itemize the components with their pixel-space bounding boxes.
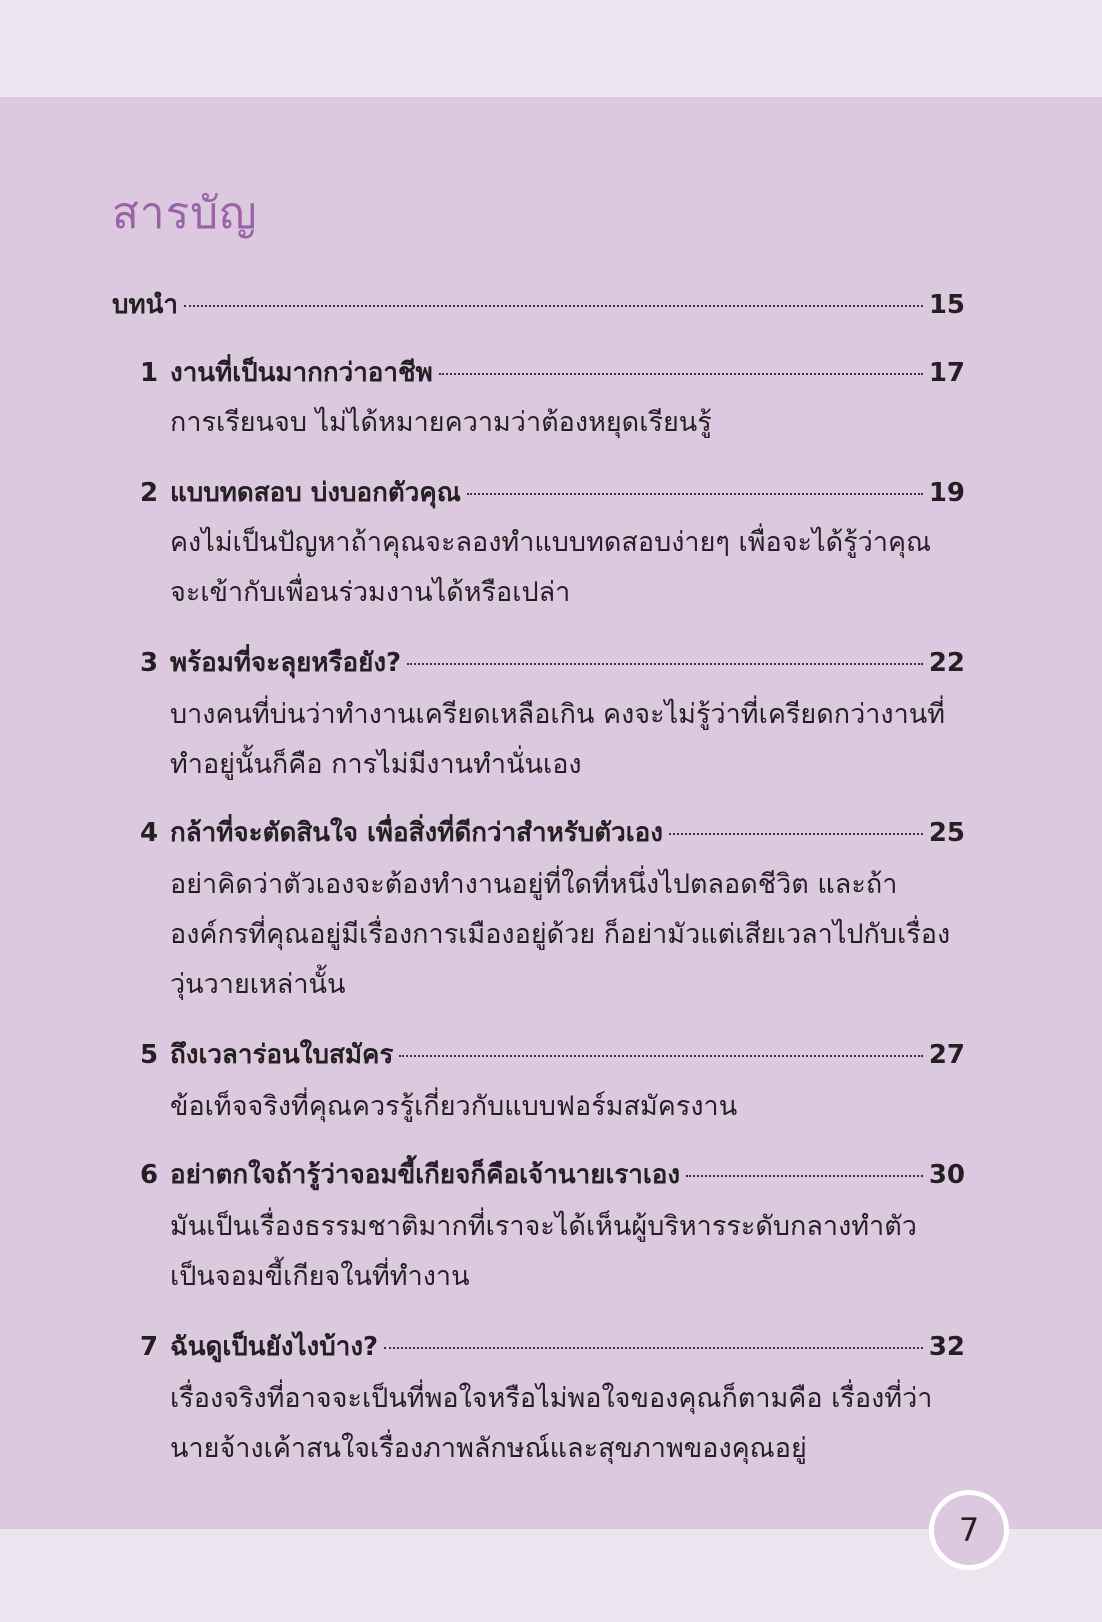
- chapter-page: 27: [928, 1040, 965, 1070]
- dot-leader: [184, 305, 923, 307]
- toc-entry-chapter-3[interactable]: [140, 646, 965, 680]
- dot-leader: [439, 373, 923, 375]
- chapter-description: อย่าคิดว่าตัวเองจะต้องทำงานอยู่ที่ใดที่หนึ่งไปตลอดชีวิต และถ้าองค์กรที่คุณอยู่มีเรื่องการเมืองอยู่ด้วย ก็อย่ามัวแต่เสียเวลาไปกับเรื่องวุ่นวายเหล่านั้น: [170, 869, 951, 1000]
- chapter-page: 32: [928, 1332, 965, 1362]
- chapter-description: เรื่องจริงที่อาจจะเป็นที่พอใจหรือไม่พอใจของคุณก็ตามคือ เรื่องที่ว่านายจ้างเค้าสนใจเรื่องภาพลักษณ์และสุขภาพของคุณอยู่: [170, 1383, 933, 1464]
- toc-entry-title: บทนำ: [112, 290, 179, 320]
- toc-entry-chapter-2[interactable]: [140, 476, 965, 510]
- dot-leader: [407, 663, 923, 665]
- chapter-number: 2: [140, 478, 159, 508]
- chapter-description: มันเป็นเรื่องธรรมชาติมากที่เราจะได้เห็นผู้บริหารระดับกลางทำตัวเป็นจอมขี้เกียจในที่ทำงาน: [170, 1211, 917, 1292]
- chapter-number: 7: [140, 1332, 159, 1362]
- chapter-title: กล้าที่จะตัดสินใจ เพื่อสิ่งที่ดีกว่าสำหรับตัวเอง: [170, 818, 663, 848]
- chapter-description: การเรียนจบ ไม่ได้หมายความว่าต้องหยุดเรียนรู้: [170, 407, 712, 438]
- page-number-badge: [929, 1490, 1009, 1570]
- chapter-description: คงไม่เป็นปัญหาถ้าคุณจะลองทำแบบทดสอบง่ายๆ เพื่อจะได้รู้ว่าคุณจะเข้ากับเพื่อนร่วมงานได้หรือเปล่า: [170, 527, 932, 608]
- toc-entry-chapter-1[interactable]: [140, 356, 965, 390]
- chapter-number: 1: [140, 358, 159, 388]
- toc-entry-intro[interactable]: [112, 288, 965, 322]
- toc-entry-chapter-7[interactable]: [140, 1330, 965, 1364]
- chapter-page: 22: [928, 648, 965, 678]
- chapter-title: งานที่เป็นมากกว่าอาชีพ: [170, 358, 433, 388]
- chapter-page: 17: [928, 358, 965, 388]
- chapter-number: 4: [140, 818, 159, 848]
- page-number: 7: [958, 1511, 980, 1549]
- page-title: สารบัญ: [112, 188, 258, 239]
- chapter-number: 6: [140, 1160, 159, 1190]
- toc-entry-page: 15: [928, 290, 965, 320]
- chapter-title: อย่าตกใจถ้ารู้ว่าจอมขี้เกียจก็คือเจ้านายเราเอง: [170, 1160, 681, 1190]
- chapter-number: 3: [140, 648, 159, 678]
- chapter-title: พร้อมที่จะลุยหรือยัง?: [170, 648, 402, 678]
- toc-entry-chapter-6[interactable]: [140, 1158, 965, 1192]
- toc-entry-chapter-5[interactable]: [140, 1038, 965, 1072]
- dot-leader: [384, 1347, 923, 1349]
- dot-leader: [467, 493, 923, 495]
- dot-leader: [686, 1175, 923, 1177]
- chapter-page: 30: [928, 1160, 965, 1190]
- dot-leader: [399, 1055, 922, 1057]
- chapter-description: บางคนที่บ่นว่าทำงานเครียดเหลือเกิน คงจะไม่รู้ว่าที่เครียดกว่างานที่ทำอยู่นั้นก็คือ การไม่มีงานทำนั่นเอง: [170, 699, 946, 780]
- chapter-page: 19: [928, 478, 965, 508]
- chapter-title: แบบทดสอบ บ่งบอกตัวคุณ: [170, 478, 461, 508]
- toc-entry-chapter-4[interactable]: [140, 816, 965, 850]
- chapter-page: 25: [928, 818, 965, 848]
- dot-leader: [669, 833, 923, 835]
- chapter-number: 5: [140, 1040, 159, 1070]
- chapter-description: ข้อเท็จจริงที่คุณควรรู้เกี่ยวกับแบบฟอร์มสมัครงาน: [170, 1091, 738, 1122]
- chapter-title: ถึงเวลาร่อนใบสมัคร: [170, 1040, 394, 1070]
- chapter-title: ฉันดูเป็นยังไงบ้าง?: [170, 1332, 379, 1362]
